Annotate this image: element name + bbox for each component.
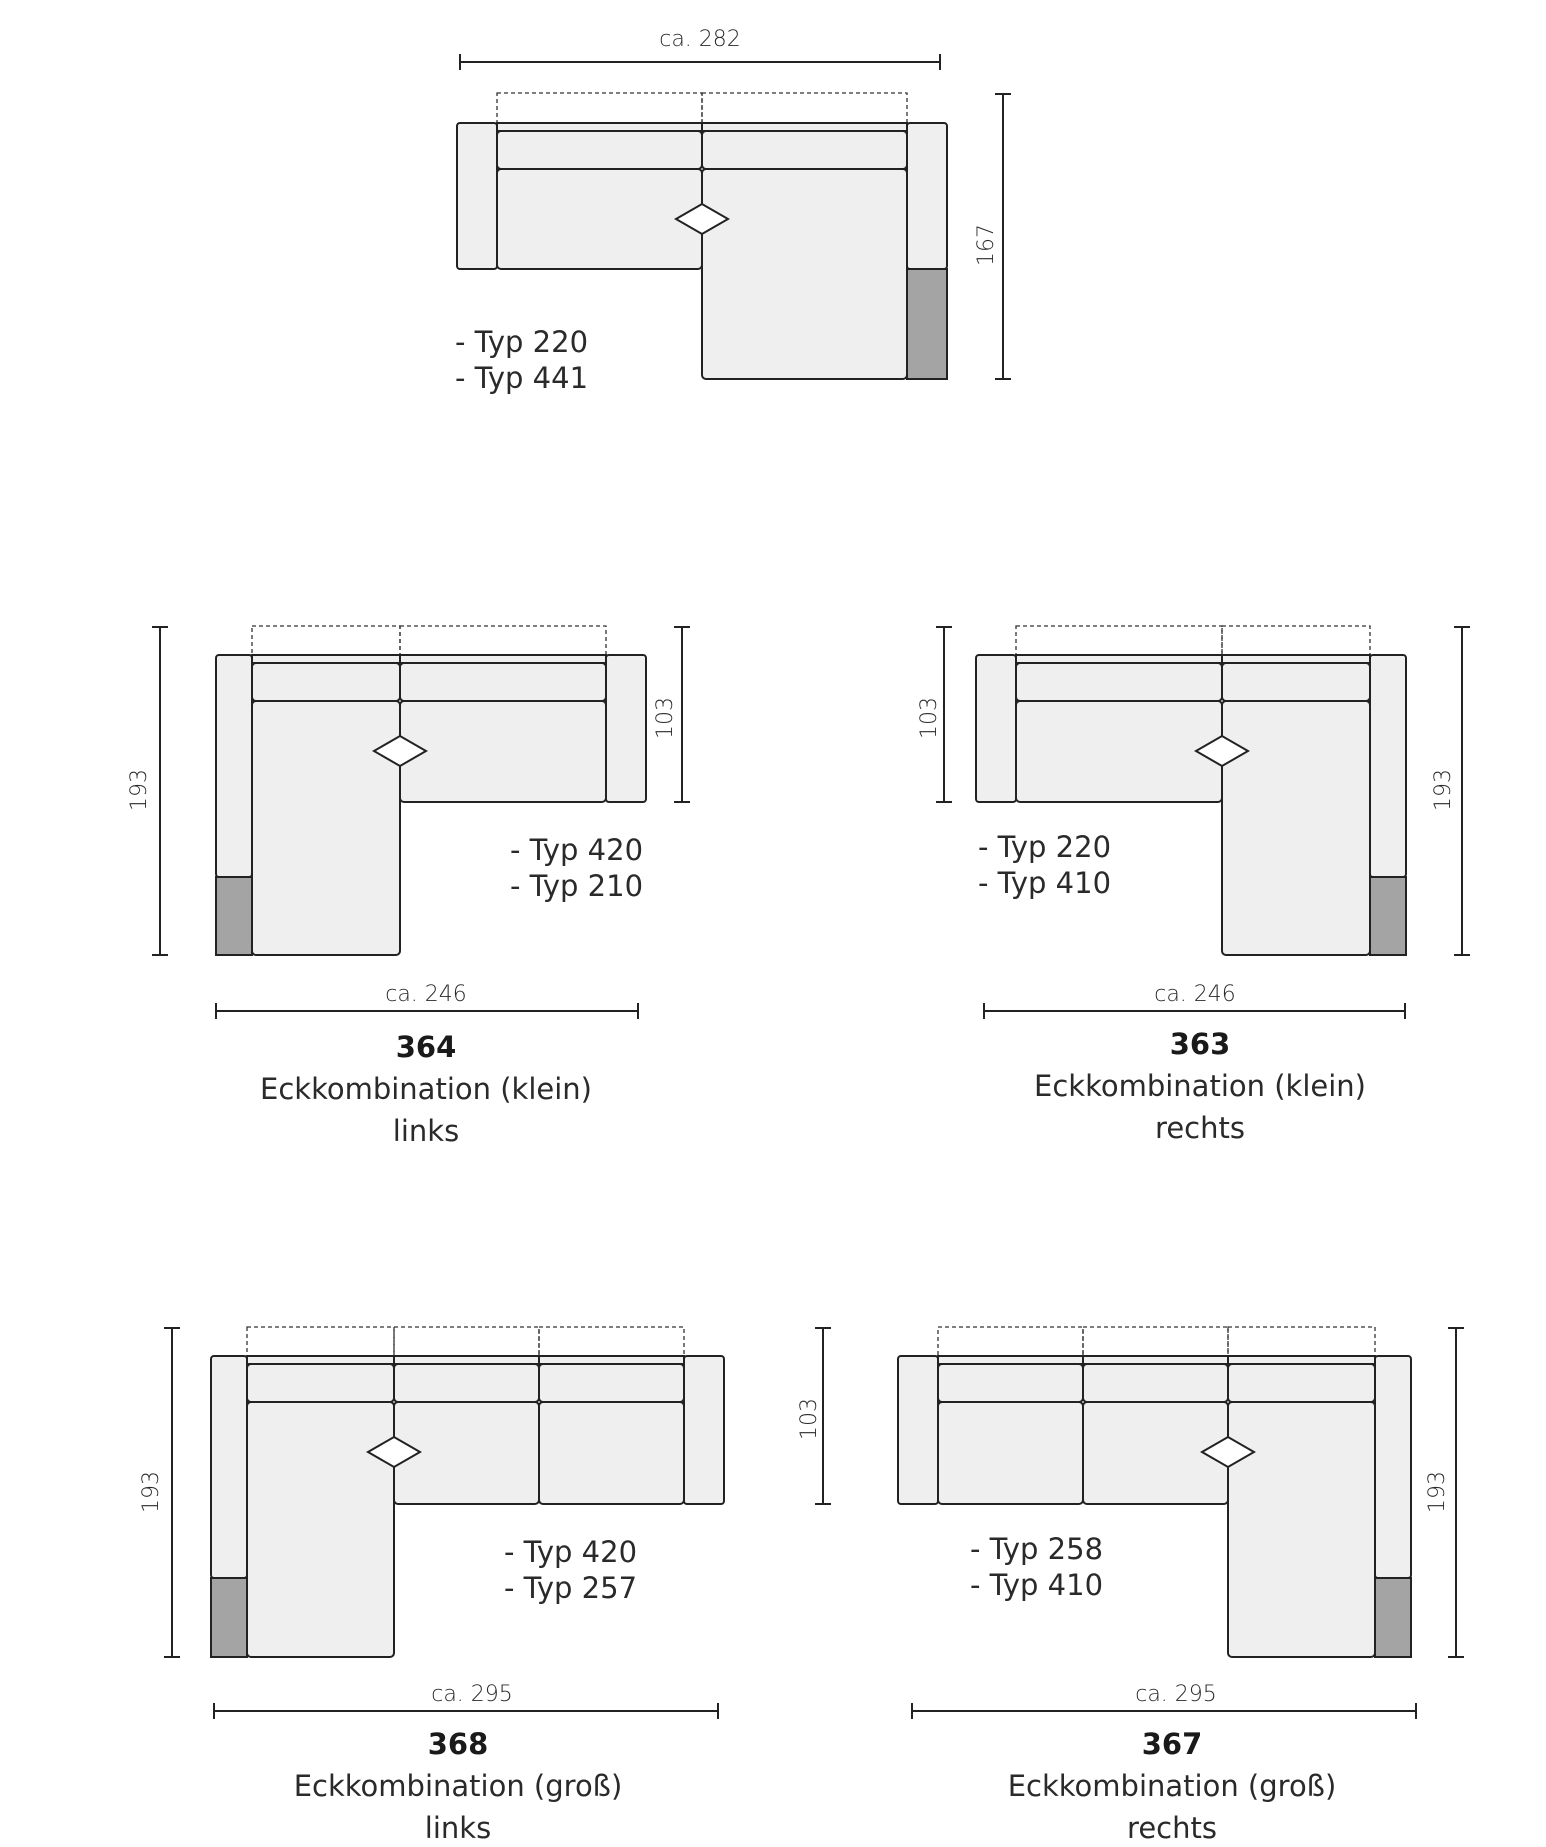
type-label-2: - Typ 257 [504,1571,638,1605]
armrest-left [457,123,497,269]
width-dimension [912,1682,1416,1719]
back-strip-right [702,123,907,131]
width-label: ca. 246 [385,982,467,1007]
back-strip-left [252,655,400,663]
back-outline-left [252,626,400,656]
chaise-seat [1228,1402,1375,1657]
armrest-left-upper [216,655,252,877]
back-strip-3 [1228,1356,1375,1364]
back-cushion-left [1016,663,1222,701]
model-code: 363 [1169,1027,1231,1061]
model-side: rechts [1127,1811,1217,1845]
width-dimension [214,1682,718,1719]
depth-dimension [1425,1328,1464,1657]
back-cushion-2 [394,1364,539,1402]
diagram-363 [917,626,1470,1145]
armrest-left-dark [211,1578,247,1657]
armrest-left [898,1356,938,1504]
back-strip-1 [247,1356,394,1364]
armrest-left-dark [216,877,252,955]
width-dimension [460,27,940,70]
back-cushion-3 [1228,1364,1375,1402]
back-cushion-right [400,663,606,701]
back-cushion-left [252,663,400,701]
back-strip-3 [539,1356,684,1364]
armrest-right-dark [1375,1578,1411,1657]
type-label-2: - Typ 410 [970,1568,1104,1602]
model-name: Eckkombination (groß) [1007,1769,1337,1803]
armrest-right-upper [907,123,947,269]
back-outline-left [1016,626,1222,656]
back-outline-2 [394,1327,539,1357]
depth-label: 193 [1431,769,1456,811]
type-label-1: - Typ 220 [455,325,589,359]
type-label-2: - Typ 210 [510,869,644,903]
type-label-1: - Typ 258 [970,1532,1104,1566]
back-outline-right [702,93,907,124]
back-strip-left [497,123,702,131]
armrest-right-dark [907,269,947,379]
depth2-dimension [797,1328,831,1504]
chaise-seat [702,169,907,379]
chaise-seat [252,701,400,955]
seat-right [400,701,606,802]
seat-left [1016,701,1222,802]
back-outline-right [400,626,606,656]
armrest-right-upper [1375,1356,1411,1578]
back-cushion-3 [539,1364,684,1402]
depth2-label: 103 [653,697,678,739]
depth-dimension [1431,627,1470,955]
depth-label: 193 [127,769,152,811]
depth2-dimension [653,627,690,802]
depth2-dimension [917,627,952,802]
back-outline-left [497,93,702,124]
model-code: 367 [1141,1727,1203,1761]
back-cushion-1 [938,1364,1083,1402]
width-label: ca. 246 [1154,982,1236,1007]
diagram-367 [797,1327,1464,1845]
model-side: rechts [1155,1111,1245,1145]
armrest-left [976,655,1016,802]
diagram-top [455,27,1011,395]
depth-dimension [127,627,168,955]
depth-dimension [139,1328,180,1657]
armrest-right [684,1356,724,1504]
back-cushion-left [497,131,702,169]
diagram-368 [139,1327,724,1845]
back-strip-2 [394,1356,539,1364]
type-label-1: - Typ 220 [978,830,1112,864]
back-outline-1 [247,1327,394,1357]
type-label-2: - Typ 441 [455,361,589,395]
back-cushion-1 [247,1364,394,1402]
back-cushion-2 [1083,1364,1228,1402]
armrest-left-upper [211,1356,247,1578]
back-strip-left [1016,655,1222,663]
width-dimension [984,982,1405,1019]
diagram-364 [127,626,690,1148]
back-outline-1 [938,1327,1083,1357]
armrest-right-dark [1370,877,1406,955]
depth-dimension [974,94,1011,379]
back-strip-2 [1083,1356,1228,1364]
model-side: links [392,1114,460,1148]
back-strip-right [400,655,606,663]
width-dimension [216,982,638,1019]
seat-left [497,169,702,269]
width-label: ca. 282 [659,27,741,52]
model-name: Eckkombination (groß) [293,1769,623,1803]
model-code: 368 [427,1727,489,1761]
seat-3 [539,1402,684,1504]
type-label-1: - Typ 420 [504,1535,638,1569]
model-side: links [424,1811,492,1845]
depth2-label: 103 [797,1398,822,1440]
type-label-2: - Typ 410 [978,866,1112,900]
back-outline-2 [1083,1327,1228,1357]
chaise-seat [247,1402,394,1657]
back-strip-1 [938,1356,1083,1364]
model-name: Eckkombination (klein) [1034,1069,1366,1103]
depth2-label: 103 [917,697,942,739]
depth-label: 193 [1425,1471,1450,1513]
depth-label: 193 [139,1471,164,1513]
depth-label: 167 [974,224,999,266]
chaise-seat [1222,701,1370,955]
back-cushion-right [702,131,907,169]
width-label: ca. 295 [1135,1682,1217,1707]
armrest-right-upper [1370,655,1406,877]
back-outline-right [1222,626,1370,656]
back-strip-right [1222,655,1370,663]
type-label-1: - Typ 420 [510,833,644,867]
back-outline-3 [1228,1327,1375,1357]
back-cushion-right [1222,663,1370,701]
model-name: Eckkombination (klein) [260,1072,592,1106]
model-code: 364 [395,1030,457,1064]
width-label: ca. 295 [431,1682,513,1707]
seat-1 [938,1402,1083,1504]
back-outline-3 [539,1327,684,1357]
armrest-right [606,655,646,802]
